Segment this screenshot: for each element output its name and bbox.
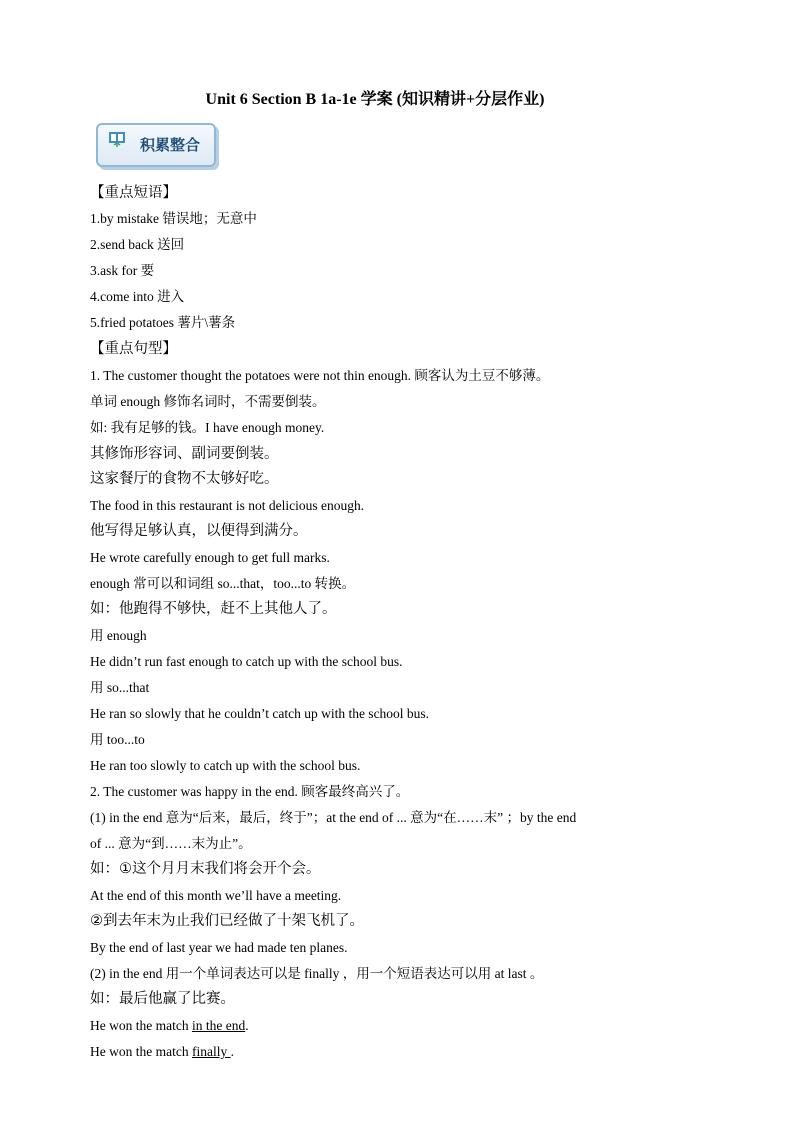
text-line: By the end of last year we had made ten planes. <box>90 940 348 955</box>
text-line: 他写得足够认真，以便得到满分。 <box>90 523 308 539</box>
phrase-item: 3.ask for 要 <box>90 263 155 278</box>
text-line: ②到去年末为止我们已经做了十架飞机了。 <box>90 913 364 929</box>
example-suffix: . <box>245 1018 249 1033</box>
phrase-item: 1.by mistake 错误地；无意中 <box>90 211 257 226</box>
text-line: 用 enough <box>90 628 147 643</box>
text-line: enough 常可以和词组 so...that，too...to 转换。 <box>90 576 356 591</box>
text-line: 单词 enough 修饰名词时，不需要倒装。 <box>90 394 326 409</box>
text-line: 1. The customer thought the potatoes were not thin enough. 顾客认为土豆不够薄。 <box>90 368 550 383</box>
page-title: Unit 6 Section B 1a-1e 学案 (知识精讲+分层作业) <box>205 91 545 108</box>
text-line: 如: 我有足够的钱。I have enough money. <box>90 420 325 435</box>
heading-key-sentences: 【重点句型】 <box>90 341 177 357</box>
text-line: of ... 意为“到……末为止”。 <box>90 836 252 851</box>
example-answer: in the end <box>191 1018 246 1033</box>
text-line: 2. The customer was happy in the end. 顾客最终高兴了。 <box>90 784 410 799</box>
example-suffix: . <box>230 1044 234 1059</box>
phrase-item: 5.fried potatoes 薯片\薯条 <box>90 315 236 330</box>
example-sentence <box>90 1017 249 1035</box>
text-line: 用 too...to <box>90 732 145 747</box>
text-line: 如：①这个月月末我们将会开个会。 <box>90 861 321 877</box>
text-line: The food in this restaurant is not delicious enough. <box>90 498 365 513</box>
text-line: 用 so...that <box>90 680 150 695</box>
text-line: 其修饰形容词、副词要倒装。 <box>90 446 279 462</box>
text-line: He didn’t run fast enough to catch up with the school bus. <box>90 654 403 669</box>
example-answer: finally <box>191 1044 231 1059</box>
text-line: 如：他跑得不够快，赶不上其他人了。 <box>90 601 337 617</box>
example-prefix: He won the match <box>90 1044 192 1059</box>
text-line: (1) in the end 意为“后来，最后，终于”；at the end of ... 意为“在……末” ；by the end <box>90 810 577 825</box>
text-line: 这家餐厅的食物不太够好吃。 <box>90 471 279 487</box>
text-line: He ran too slowly to catch up with the school bus. <box>90 758 361 773</box>
example-prefix: He won the match <box>90 1018 192 1033</box>
text-line: 如：最后他赢了比赛。 <box>90 991 235 1007</box>
text-line: At the end of this month we’ll have a meeting. <box>90 888 342 903</box>
text-line: He wrote carefully enough to get full marks. <box>90 550 330 565</box>
example-sentence <box>90 1043 234 1061</box>
book-icon <box>108 131 126 147</box>
text-line: He ran so slowly that he couldn’t catch up with the school bus. <box>90 706 430 721</box>
section-badge <box>96 123 218 167</box>
phrase-item: 4.come into 进入 <box>90 289 185 304</box>
phrase-item: 2.send back 送回 <box>90 237 185 252</box>
badge-label: 积累整合 <box>140 136 201 154</box>
text-line: (2) in the end 用一个单词表达可以是 finally ，用一个短语表达可以用 at last 。 <box>90 966 544 981</box>
heading-key-phrases: 【重点短语】 <box>90 185 177 201</box>
